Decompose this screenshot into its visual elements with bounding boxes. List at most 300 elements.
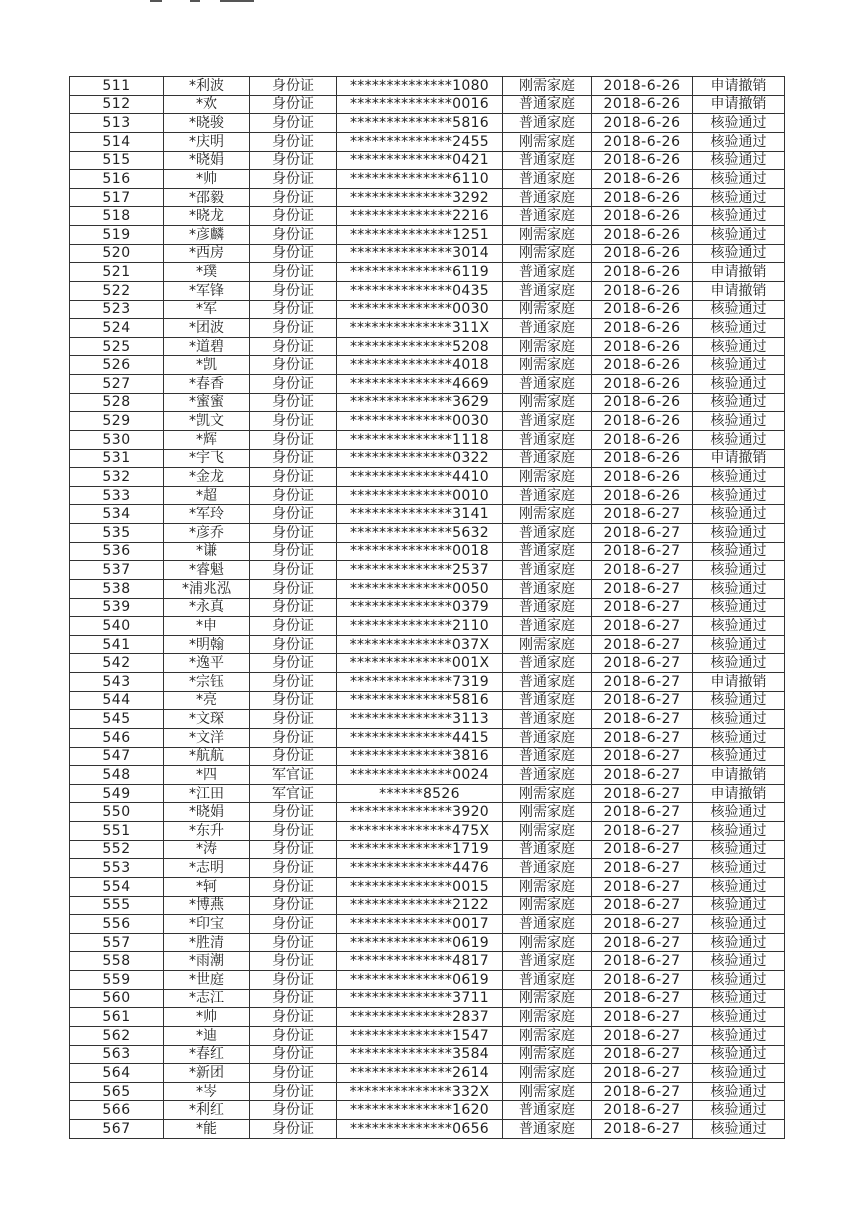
application-date-cell: 2018-6-26 xyxy=(592,281,693,300)
table-row xyxy=(70,300,785,319)
verification-status-cell: 核验通过 xyxy=(693,356,785,375)
id-number-cell: **************3584 xyxy=(337,1045,503,1064)
applicant-name-cell: *超 xyxy=(164,486,250,505)
table-row xyxy=(70,691,785,710)
applicant-name-cell: *明翰 xyxy=(164,635,250,654)
application-date-cell: 2018-6-26 xyxy=(592,114,693,133)
table-row xyxy=(70,95,785,114)
household-category-cell: 刚需家庭 xyxy=(503,132,592,151)
table-row xyxy=(70,1082,785,1101)
verification-status-cell: 申请撤销 xyxy=(693,784,785,803)
household-category-cell: 刚需家庭 xyxy=(503,896,592,915)
id-number-cell: **************0016 xyxy=(337,95,503,114)
id-number-cell: **************3113 xyxy=(337,710,503,729)
table-row xyxy=(70,1026,785,1045)
verification-status-cell: 核验通过 xyxy=(693,114,785,133)
verification-status-cell: 核验通过 xyxy=(693,896,785,915)
applicant-name-cell: *申 xyxy=(164,617,250,636)
application-date-cell: 2018-6-27 xyxy=(592,728,693,747)
row-number-cell: 543 xyxy=(70,673,164,692)
id-type-cell: 身份证 xyxy=(250,598,337,617)
verification-status-cell: 核验通过 xyxy=(693,188,785,207)
verification-status-cell: 核验通过 xyxy=(693,1008,785,1027)
application-date-cell: 2018-6-27 xyxy=(592,635,693,654)
row-number-cell: 515 xyxy=(70,151,164,170)
id-number-cell: **************1080 xyxy=(337,77,503,96)
table-row xyxy=(70,114,785,133)
applicant-name-cell: *彦乔 xyxy=(164,524,250,543)
verification-status-cell: 申请撤销 xyxy=(693,766,785,785)
row-number-cell: 566 xyxy=(70,1101,164,1120)
id-type-cell: 身份证 xyxy=(250,468,337,487)
verification-status-cell: 核验通过 xyxy=(693,617,785,636)
application-date-cell: 2018-6-27 xyxy=(592,989,693,1008)
table-row xyxy=(70,971,785,990)
household-category-cell: 普通家庭 xyxy=(503,1120,592,1139)
verification-status-cell: 核验通过 xyxy=(693,691,785,710)
application-date-cell: 2018-6-27 xyxy=(592,1120,693,1139)
verification-status-cell: 核验通过 xyxy=(693,524,785,543)
verification-status-cell: 核验通过 xyxy=(693,989,785,1008)
applicant-name-cell: *睿魁 xyxy=(164,561,250,580)
row-number-cell: 560 xyxy=(70,989,164,1008)
id-type-cell: 身份证 xyxy=(250,226,337,245)
id-number-cell: **************5208 xyxy=(337,337,503,356)
row-number-cell: 559 xyxy=(70,971,164,990)
id-type-cell: 身份证 xyxy=(250,896,337,915)
household-category-cell: 刚需家庭 xyxy=(503,1064,592,1083)
household-category-cell: 普通家庭 xyxy=(503,561,592,580)
row-number-cell: 534 xyxy=(70,505,164,524)
application-date-cell: 2018-6-26 xyxy=(592,77,693,96)
applicant-name-cell: *迪 xyxy=(164,1026,250,1045)
table-row xyxy=(70,486,785,505)
id-number-cell: **************3920 xyxy=(337,803,503,822)
id-type-cell: 身份证 xyxy=(250,337,337,356)
household-category-cell: 普通家庭 xyxy=(503,170,592,189)
row-number-cell: 556 xyxy=(70,915,164,934)
table-row xyxy=(70,1101,785,1120)
id-type-cell: 身份证 xyxy=(250,654,337,673)
id-number-cell: **************475X xyxy=(337,822,503,841)
applicant-name-cell: *志江 xyxy=(164,989,250,1008)
id-number-cell: **************3816 xyxy=(337,747,503,766)
id-type-cell: 身份证 xyxy=(250,319,337,338)
id-number-cell: **************0017 xyxy=(337,915,503,934)
row-number-cell: 511 xyxy=(70,77,164,96)
verification-status-cell: 核验通过 xyxy=(693,132,785,151)
id-type-cell: 身份证 xyxy=(250,952,337,971)
verification-status-cell: 核验通过 xyxy=(693,579,785,598)
id-number-cell: **************4669 xyxy=(337,375,503,394)
applicant-name-cell: *团波 xyxy=(164,319,250,338)
verification-status-cell: 申请撤销 xyxy=(693,449,785,468)
id-number-cell: **************001X xyxy=(337,654,503,673)
row-number-cell: 542 xyxy=(70,654,164,673)
id-number-cell: **************0619 xyxy=(337,971,503,990)
row-number-cell: 521 xyxy=(70,263,164,282)
application-date-cell: 2018-6-26 xyxy=(592,468,693,487)
verification-status-cell: 核验通过 xyxy=(693,1064,785,1083)
verification-status-cell: 核验通过 xyxy=(693,915,785,934)
id-number-cell: **************0015 xyxy=(337,877,503,896)
id-type-cell: 身份证 xyxy=(250,486,337,505)
row-number-cell: 530 xyxy=(70,430,164,449)
table-row xyxy=(70,524,785,543)
row-number-cell: 546 xyxy=(70,728,164,747)
table-row xyxy=(70,617,785,636)
applicant-name-cell: *帅 xyxy=(164,1008,250,1027)
verification-status-cell: 申请撤销 xyxy=(693,281,785,300)
household-category-cell: 刚需家庭 xyxy=(503,226,592,245)
id-type-cell: 身份证 xyxy=(250,430,337,449)
application-date-cell: 2018-6-27 xyxy=(592,896,693,915)
applicant-name-cell: *志明 xyxy=(164,859,250,878)
scan-marks xyxy=(150,0,310,6)
applicant-name-cell: *利波 xyxy=(164,77,250,96)
id-type-cell: 身份证 xyxy=(250,822,337,841)
id-number-cell: **************2537 xyxy=(337,561,503,580)
applicant-name-cell: *金龙 xyxy=(164,468,250,487)
row-number-cell: 551 xyxy=(70,822,164,841)
id-number-cell: **************0322 xyxy=(337,449,503,468)
id-type-cell: 身份证 xyxy=(250,933,337,952)
verification-status-cell: 核验通过 xyxy=(693,728,785,747)
row-number-cell: 537 xyxy=(70,561,164,580)
id-number-cell: **************3711 xyxy=(337,989,503,1008)
application-date-cell: 2018-6-27 xyxy=(592,952,693,971)
table-row xyxy=(70,393,785,412)
household-category-cell: 刚需家庭 xyxy=(503,77,592,96)
id-type-cell: 身份证 xyxy=(250,188,337,207)
id-number-cell: **************2455 xyxy=(337,132,503,151)
application-date-cell: 2018-6-26 xyxy=(592,375,693,394)
verification-status-cell: 核验通过 xyxy=(693,412,785,431)
table-row xyxy=(70,188,785,207)
row-number-cell: 518 xyxy=(70,207,164,226)
table-row xyxy=(70,710,785,729)
verification-status-cell: 核验通过 xyxy=(693,393,785,412)
verification-status-cell: 核验通过 xyxy=(693,952,785,971)
application-date-cell: 2018-6-26 xyxy=(592,132,693,151)
application-date-cell: 2018-6-27 xyxy=(592,673,693,692)
id-number-cell: **************0421 xyxy=(337,151,503,170)
application-date-cell: 2018-6-27 xyxy=(592,579,693,598)
row-number-cell: 538 xyxy=(70,579,164,598)
row-number-cell: 531 xyxy=(70,449,164,468)
application-date-cell: 2018-6-27 xyxy=(592,691,693,710)
id-type-cell: 身份证 xyxy=(250,803,337,822)
application-date-cell: 2018-6-27 xyxy=(592,766,693,785)
id-number-cell: **************1251 xyxy=(337,226,503,245)
household-category-cell: 普通家庭 xyxy=(503,151,592,170)
row-number-cell: 516 xyxy=(70,170,164,189)
row-number-cell: 565 xyxy=(70,1082,164,1101)
application-date-cell: 2018-6-27 xyxy=(592,933,693,952)
id-number-cell: ******8526 xyxy=(337,784,503,803)
id-number-cell: **************4018 xyxy=(337,356,503,375)
household-category-cell: 刚需家庭 xyxy=(503,468,592,487)
applicant-name-cell: *印宝 xyxy=(164,915,250,934)
application-date-cell: 2018-6-27 xyxy=(592,598,693,617)
household-category-cell: 普通家庭 xyxy=(503,840,592,859)
id-number-cell: **************5632 xyxy=(337,524,503,543)
table-row xyxy=(70,151,785,170)
verification-status-cell: 核验通过 xyxy=(693,486,785,505)
table-row xyxy=(70,877,785,896)
verification-status-cell: 核验通过 xyxy=(693,319,785,338)
household-category-cell: 普通家庭 xyxy=(503,486,592,505)
household-category-cell: 普通家庭 xyxy=(503,747,592,766)
household-category-cell: 普通家庭 xyxy=(503,207,592,226)
household-category-cell: 刚需家庭 xyxy=(503,803,592,822)
row-number-cell: 514 xyxy=(70,132,164,151)
id-number-cell: **************0619 xyxy=(337,933,503,952)
row-number-cell: 524 xyxy=(70,319,164,338)
application-date-cell: 2018-6-27 xyxy=(592,1082,693,1101)
table-row xyxy=(70,1120,785,1139)
applicant-name-cell: *永真 xyxy=(164,598,250,617)
household-category-cell: 普通家庭 xyxy=(503,673,592,692)
applicant-name-cell: *军玲 xyxy=(164,505,250,524)
application-date-cell: 2018-6-26 xyxy=(592,300,693,319)
id-type-cell: 身份证 xyxy=(250,132,337,151)
table-row xyxy=(70,952,785,971)
application-date-cell: 2018-6-27 xyxy=(592,1026,693,1045)
row-number-cell: 528 xyxy=(70,393,164,412)
id-type-cell: 身份证 xyxy=(250,356,337,375)
verification-status-cell: 核验通过 xyxy=(693,207,785,226)
applicant-name-cell: *晓龙 xyxy=(164,207,250,226)
row-number-cell: 541 xyxy=(70,635,164,654)
application-date-cell: 2018-6-27 xyxy=(592,971,693,990)
id-type-cell: 身份证 xyxy=(250,1026,337,1045)
id-number-cell: **************1719 xyxy=(337,840,503,859)
id-number-cell: **************2216 xyxy=(337,207,503,226)
household-category-cell: 刚需家庭 xyxy=(503,244,592,263)
verification-status-cell: 核验通过 xyxy=(693,840,785,859)
household-category-cell: 普通家庭 xyxy=(503,188,592,207)
application-date-cell: 2018-6-26 xyxy=(592,412,693,431)
applicant-name-cell: *文琛 xyxy=(164,710,250,729)
table-row xyxy=(70,430,785,449)
household-category-cell: 普通家庭 xyxy=(503,579,592,598)
row-number-cell: 562 xyxy=(70,1026,164,1045)
household-category-cell: 普通家庭 xyxy=(503,1101,592,1120)
row-number-cell: 552 xyxy=(70,840,164,859)
household-category-cell: 刚需家庭 xyxy=(503,337,592,356)
row-number-cell: 554 xyxy=(70,877,164,896)
application-date-cell: 2018-6-26 xyxy=(592,226,693,245)
household-category-cell: 普通家庭 xyxy=(503,766,592,785)
id-type-cell: 身份证 xyxy=(250,989,337,1008)
application-date-cell: 2018-6-27 xyxy=(592,803,693,822)
table-row xyxy=(70,319,785,338)
household-category-cell: 普通家庭 xyxy=(503,430,592,449)
verification-status-cell: 核验通过 xyxy=(693,1120,785,1139)
table-row xyxy=(70,207,785,226)
id-number-cell: **************3292 xyxy=(337,188,503,207)
id-type-cell: 身份证 xyxy=(250,300,337,319)
row-number-cell: 527 xyxy=(70,375,164,394)
id-type-cell: 身份证 xyxy=(250,114,337,133)
row-number-cell: 553 xyxy=(70,859,164,878)
verification-status-cell: 核验通过 xyxy=(693,1082,785,1101)
table-row xyxy=(70,933,785,952)
id-number-cell: **************4817 xyxy=(337,952,503,971)
row-number-cell: 512 xyxy=(70,95,164,114)
verification-status-cell: 核验通过 xyxy=(693,337,785,356)
row-number-cell: 513 xyxy=(70,114,164,133)
table-row xyxy=(70,840,785,859)
application-date-cell: 2018-6-26 xyxy=(592,393,693,412)
id-number-cell: **************5816 xyxy=(337,114,503,133)
id-type-cell: 身份证 xyxy=(250,281,337,300)
row-number-cell: 533 xyxy=(70,486,164,505)
applicant-name-cell: *晓娟 xyxy=(164,803,250,822)
household-category-cell: 刚需家庭 xyxy=(503,1082,592,1101)
applicant-name-cell: *雨潮 xyxy=(164,952,250,971)
id-number-cell: **************0379 xyxy=(337,598,503,617)
application-date-cell: 2018-6-27 xyxy=(592,784,693,803)
verification-status-cell: 核验通过 xyxy=(693,933,785,952)
applicant-name-cell: *春香 xyxy=(164,375,250,394)
household-category-cell: 普通家庭 xyxy=(503,859,592,878)
id-number-cell: **************3141 xyxy=(337,505,503,524)
application-date-cell: 2018-6-27 xyxy=(592,1008,693,1027)
id-type-cell: 身份证 xyxy=(250,1045,337,1064)
row-number-cell: 558 xyxy=(70,952,164,971)
household-category-cell: 刚需家庭 xyxy=(503,505,592,524)
id-number-cell: **************1547 xyxy=(337,1026,503,1045)
id-type-cell: 身份证 xyxy=(250,1064,337,1083)
verification-status-cell: 核验通过 xyxy=(693,244,785,263)
application-date-cell: 2018-6-27 xyxy=(592,1045,693,1064)
household-category-cell: 普通家庭 xyxy=(503,971,592,990)
id-number-cell: **************1118 xyxy=(337,430,503,449)
applicant-name-cell: *亮 xyxy=(164,691,250,710)
application-date-cell: 2018-6-26 xyxy=(592,170,693,189)
id-type-cell: 身份证 xyxy=(250,673,337,692)
id-number-cell: **************3629 xyxy=(337,393,503,412)
applicant-name-cell: *宇飞 xyxy=(164,449,250,468)
id-number-cell: **************2614 xyxy=(337,1064,503,1083)
household-category-cell: 刚需家庭 xyxy=(503,300,592,319)
verification-status-cell: 核验通过 xyxy=(693,635,785,654)
applicant-name-cell: *谦 xyxy=(164,542,250,561)
id-number-cell: **************1620 xyxy=(337,1101,503,1120)
table-row xyxy=(70,915,785,934)
table-row xyxy=(70,244,785,263)
row-number-cell: 563 xyxy=(70,1045,164,1064)
table-row xyxy=(70,822,785,841)
table-row xyxy=(70,170,785,189)
table-row xyxy=(70,263,785,282)
row-number-cell: 536 xyxy=(70,542,164,561)
application-date-cell: 2018-6-27 xyxy=(592,505,693,524)
applicant-name-cell: *新团 xyxy=(164,1064,250,1083)
applicant-name-cell: *浦兆泓 xyxy=(164,579,250,598)
id-number-cell: **************0050 xyxy=(337,579,503,598)
id-number-cell: **************3014 xyxy=(337,244,503,263)
id-number-cell: **************0024 xyxy=(337,766,503,785)
id-type-cell: 身份证 xyxy=(250,263,337,282)
id-type-cell: 身份证 xyxy=(250,151,337,170)
table-row xyxy=(70,375,785,394)
row-number-cell: 564 xyxy=(70,1064,164,1083)
row-number-cell: 548 xyxy=(70,766,164,785)
applicant-name-cell: *能 xyxy=(164,1120,250,1139)
verification-status-cell: 核验通过 xyxy=(693,859,785,878)
applicant-name-cell: *彦麟 xyxy=(164,226,250,245)
applicant-name-cell: *军 xyxy=(164,300,250,319)
verification-status-cell: 核验通过 xyxy=(693,561,785,580)
applicant-name-cell: *庆明 xyxy=(164,132,250,151)
id-type-cell: 身份证 xyxy=(250,375,337,394)
household-category-cell: 刚需家庭 xyxy=(503,877,592,896)
table-row xyxy=(70,989,785,1008)
application-date-cell: 2018-6-27 xyxy=(592,859,693,878)
row-number-cell: 567 xyxy=(70,1120,164,1139)
row-number-cell: 561 xyxy=(70,1008,164,1027)
id-number-cell: **************4476 xyxy=(337,859,503,878)
id-number-cell: **************5816 xyxy=(337,691,503,710)
applicant-name-cell: *晓骏 xyxy=(164,114,250,133)
id-type-cell: 身份证 xyxy=(250,77,337,96)
row-number-cell: 532 xyxy=(70,468,164,487)
id-type-cell: 身份证 xyxy=(250,207,337,226)
verification-status-cell: 核验通过 xyxy=(693,877,785,896)
id-type-cell: 身份证 xyxy=(250,747,337,766)
application-date-cell: 2018-6-26 xyxy=(592,95,693,114)
verification-status-cell: 核验通过 xyxy=(693,151,785,170)
verification-status-cell: 申请撤销 xyxy=(693,263,785,282)
id-type-cell: 身份证 xyxy=(250,505,337,524)
row-number-cell: 520 xyxy=(70,244,164,263)
table-row xyxy=(70,226,785,245)
table-row xyxy=(70,673,785,692)
household-category-cell: 普通家庭 xyxy=(503,524,592,543)
verification-status-cell: 核验通过 xyxy=(693,542,785,561)
application-date-cell: 2018-6-26 xyxy=(592,356,693,375)
verification-status-cell: 核验通过 xyxy=(693,375,785,394)
id-type-cell: 身份证 xyxy=(250,859,337,878)
applicant-name-cell: *璞 xyxy=(164,263,250,282)
household-category-cell: 刚需家庭 xyxy=(503,1008,592,1027)
id-number-cell: **************2122 xyxy=(337,896,503,915)
application-date-cell: 2018-6-27 xyxy=(592,877,693,896)
household-category-cell: 普通家庭 xyxy=(503,319,592,338)
verification-status-cell: 核验通过 xyxy=(693,822,785,841)
application-date-cell: 2018-6-27 xyxy=(592,840,693,859)
household-category-cell: 刚需家庭 xyxy=(503,1026,592,1045)
row-number-cell: 549 xyxy=(70,784,164,803)
applicant-name-cell: *利红 xyxy=(164,1101,250,1120)
application-date-cell: 2018-6-27 xyxy=(592,542,693,561)
table-row xyxy=(70,766,785,785)
application-date-cell: 2018-6-26 xyxy=(592,337,693,356)
row-number-cell: 544 xyxy=(70,691,164,710)
verification-status-cell: 核验通过 xyxy=(693,1026,785,1045)
id-number-cell: **************0030 xyxy=(337,300,503,319)
household-category-cell: 普通家庭 xyxy=(503,412,592,431)
table-row xyxy=(70,468,785,487)
table-row xyxy=(70,579,785,598)
verification-status-cell: 核验通过 xyxy=(693,710,785,729)
table-row xyxy=(70,132,785,151)
household-category-cell: 刚需家庭 xyxy=(503,989,592,1008)
verification-status-cell: 核验通过 xyxy=(693,747,785,766)
